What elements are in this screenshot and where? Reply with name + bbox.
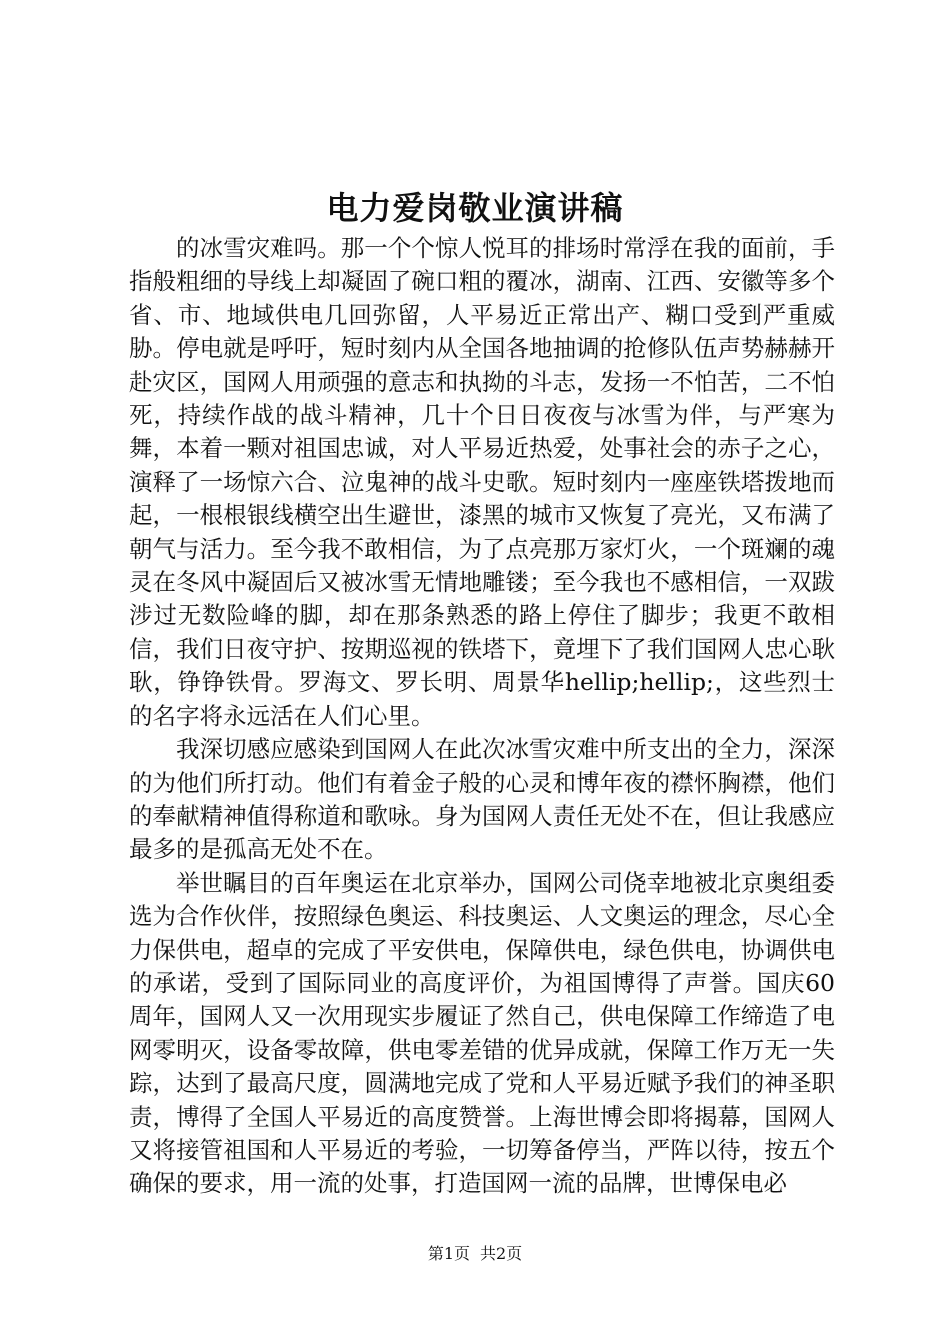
- document-body: [129, 232, 835, 1201]
- paragraph: 的冰雪灾难吗。那一个个惊人悦耳的排场时常浮在我的面前，手指般粗细的导线上却凝固了碗口粗的覆冰，湖南、江西、安徽等多个省、市、地域供电几回弥留，人平易近正常出产、糊口受到严重威胁。停电就是呼吁，短时刻内从全国各地抽调的抢修队伍声势赫赫开赴灾区，国网人用顽强的意志和执拗的斗志，发扬一不怕苦，二不怕死，持续作战的战斗精神，几十个日日夜夜与冰雪为伴，与严寒为舞，本着一颗对祖国忠诚，对人平易近热爱，处事社会的赤子之心，演释了一场惊六合、泣鬼神的战斗史歌。短时刻内一座座铁塔拨地而起，一根根银线横空出生避世，漆黑的城市又恢复了亮光，又布满了朝气与活力。至今我不敢相信，为了点亮那万家灯火，一个斑斓的魂灵在冬风中凝固后又被冰雪无情地雕镂；至今我也不感相信，一双跋涉过无数险峰的脚，却在那条熟悉的路上停住了脚步；我更不敢相信，我们日夜守护、按期巡视的铁塔下，竟埋下了我们国网人忠心耿耿，铮铮铁骨。罗海文、罗长明、周景华hellip;hellip;，这些烈士的名字将永远活在人们心里。: [129, 234, 835, 730]
- page-total: 共2页: [480, 1244, 523, 1263]
- page-footer: [0, 1242, 950, 1266]
- paragraph: 我深切感应感染到国网人在此次冰雪灾难中所支出的全力，深深的为他们所打动。他们有着金子般的心灵和博年夜的襟怀胸襟，他们的奉献精神值得称道和歌咏。身为国网人责任无处不在，但让我感应最多的是孤高无处不在。: [129, 735, 835, 864]
- paragraph: 举世瞩目的百年奥运在北京举办，国网公司侥幸地被北京奥组委选为合作伙伴，按照绿色奥运、科技奥运、人文奥运的理念，尽心全力保供电，超卓的完成了平安供电，保障供电，绿色供电，协调供电的承诺，受到了国际同业的高度评价，为祖国博得了声誉。国庆60周年，国网人又一次用现实步履证了然自己，供电保障工作缔造了电网零明灭，设备零故障，供电零差错的优异成就，保障工作万无一失踪，达到了最高尺度，圆满地完成了党和人平易近赋予我们的神圣职责，博得了全国人平易近的高度赞誉。上海世博会即将揭幕，国网人又将接管祖国和人平易近的考验，一切筹备停当，严阵以待，按五个确保的要求，用一流的处事，打造国网一流的品牌，世博保电必: [129, 868, 835, 1198]
- page-number: 第1页: [427, 1244, 470, 1263]
- document-title: 电力爱岗敬业演讲稿: [326, 189, 624, 227]
